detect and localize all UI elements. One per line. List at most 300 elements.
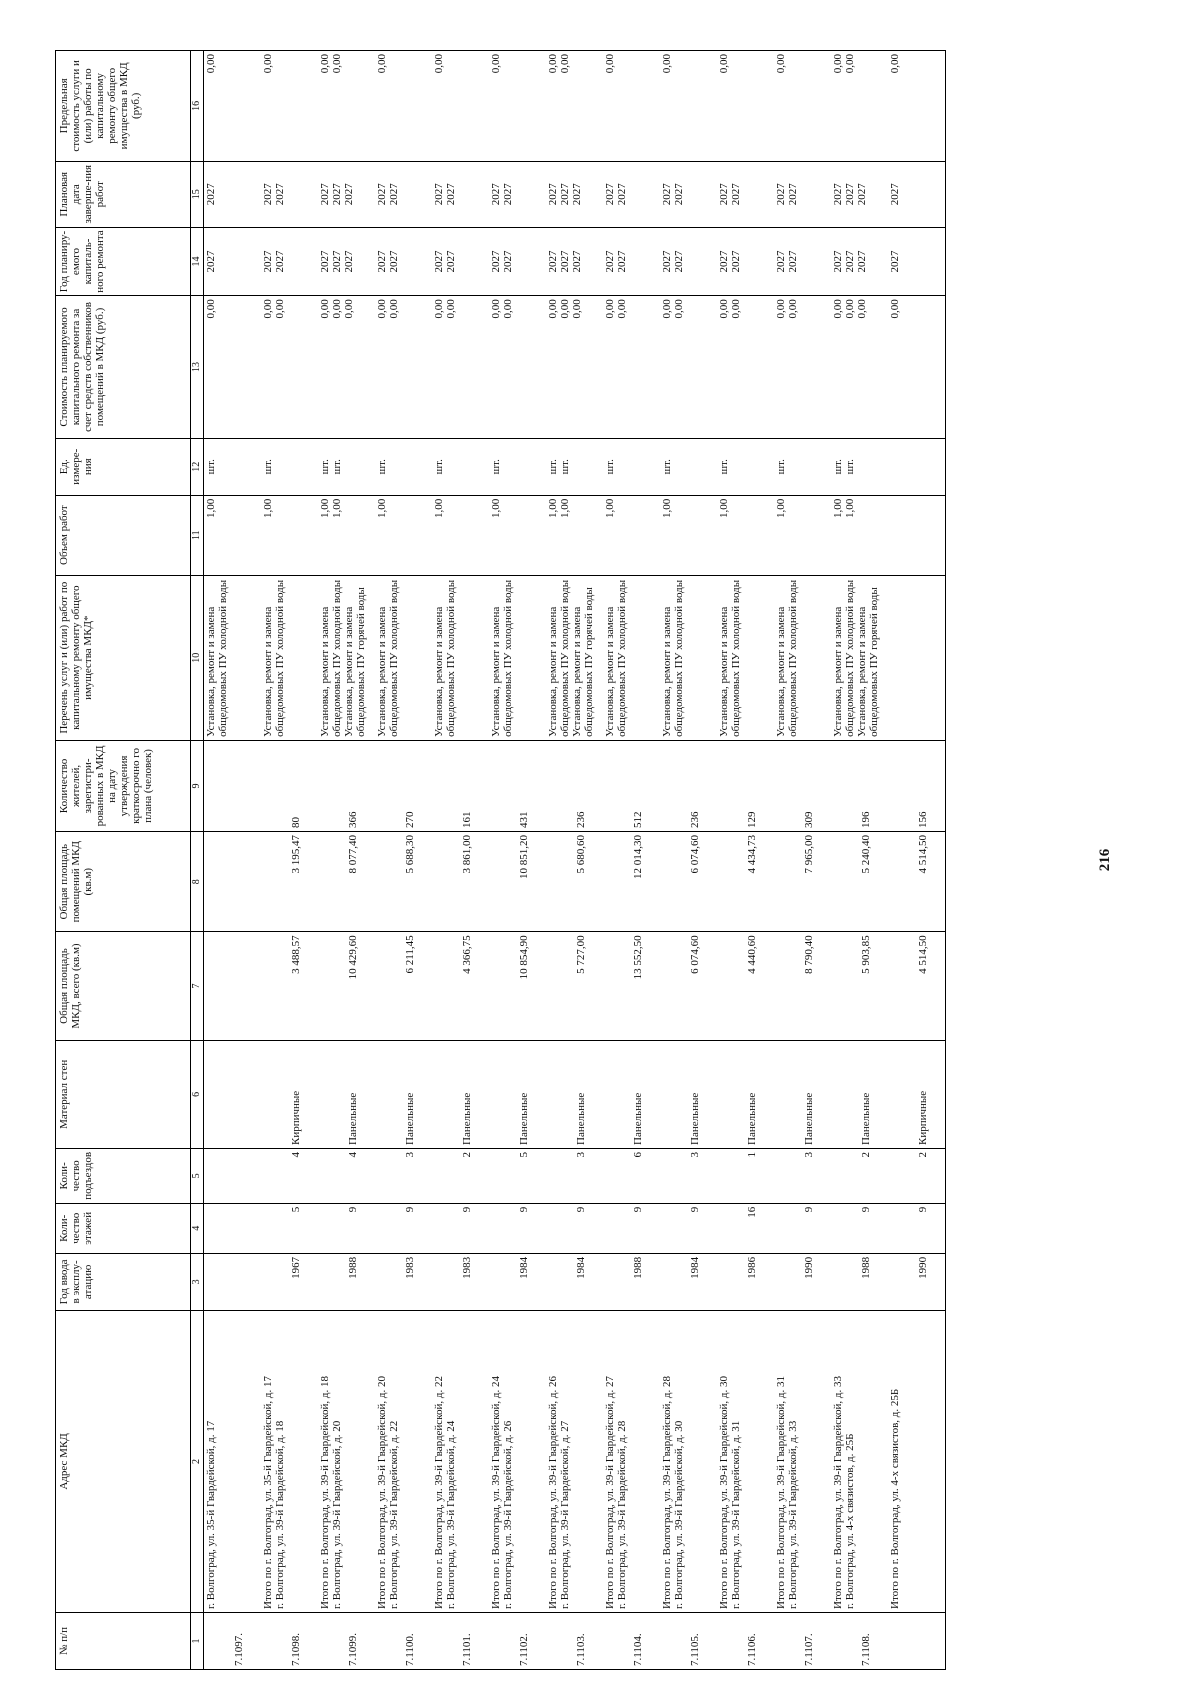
floors-cell (546, 1203, 603, 1253)
total-area: 10 854,90 (518, 935, 530, 980)
limit-cost-cell (204, 51, 262, 162)
residents: 161 (461, 811, 473, 829)
address-cell (489, 1310, 546, 1612)
end-date-cell (546, 161, 603, 227)
column-header-16: Предельная стоимость услуги и (или) работы по капитальному ремонту общего имущества в МКД (руб.) (56, 51, 191, 162)
column-number-9: 9 (191, 740, 204, 831)
total-area: 5 727,00 (575, 935, 587, 974)
entrances-cell (660, 1149, 717, 1204)
cost-cell (318, 296, 375, 439)
residents-cell (888, 740, 946, 831)
unit: шт. (547, 459, 559, 475)
year: 1984 (518, 1256, 530, 1279)
work-item: Установка, ремонт и замена общедомовых ПУ горячей воды (571, 587, 595, 737)
end-date: 2027 (547, 183, 559, 206)
cost-cell (831, 296, 888, 439)
entrances: 6 (632, 1152, 644, 1158)
end-date-cell (375, 161, 432, 227)
floors: 9 (917, 1206, 929, 1213)
repair-year-cell (660, 227, 717, 295)
entrances: 4 (347, 1152, 359, 1158)
repair-year-cell (432, 227, 489, 295)
floors-cell (717, 1203, 774, 1253)
entrances-cell (204, 1149, 262, 1204)
repair-year: 2027 (787, 250, 799, 273)
wall-material-cell (717, 1040, 774, 1148)
volume: 1,00 (559, 498, 571, 518)
end-date: 2027 (490, 183, 502, 206)
page-number: 216 (1097, 848, 1113, 872)
end-date-cell (774, 161, 831, 227)
volume: 1,00 (433, 498, 445, 518)
total-area: 6 211,45 (404, 935, 416, 974)
wall-material-cell (774, 1040, 831, 1148)
cost-cell (888, 296, 946, 439)
rotated-table-area (55, 50, 1150, 1670)
total-area: 3 488,57 (290, 935, 302, 974)
wall-material: Панельные (689, 1092, 701, 1145)
unit: шт. (559, 459, 571, 475)
column-header-12: Ед. измере-ния (56, 438, 191, 495)
entrances: 2 (860, 1152, 872, 1158)
premises-area-cell (546, 832, 603, 932)
total-area-cell (660, 932, 717, 1040)
wall-material-cell (432, 1040, 489, 1148)
column-header-5: Коли-чество подъездов (56, 1149, 191, 1204)
end-date-cell (261, 161, 318, 227)
cost-cell (774, 296, 831, 439)
repair-year: 2027 (616, 250, 628, 273)
volume-cell (318, 495, 375, 575)
unit: шт. (832, 459, 844, 475)
cost: 0,00 (433, 299, 445, 319)
address: г. Волгоград, ул. 39-й Гвардейской, д. 28 (616, 1420, 628, 1609)
total-area-cell (375, 932, 432, 1040)
premises-area-cell (489, 832, 546, 932)
repair-year: 2027 (730, 250, 742, 273)
wall-material: Кирпичные (917, 1090, 929, 1145)
column-number-10: 10 (191, 575, 204, 740)
residents-cell (546, 740, 603, 831)
total-area: 4 514,50 (917, 935, 929, 974)
limit-cost-cell (888, 51, 946, 162)
column-number-4: 4 (191, 1203, 204, 1253)
limit-cost: 0,00 (844, 54, 856, 74)
entrances-cell (489, 1149, 546, 1204)
unit: шт. (331, 459, 343, 475)
entrances-cell (774, 1149, 831, 1204)
column-header-4: Коли-чество этажей (56, 1203, 191, 1253)
end-date: 2027 (718, 183, 730, 206)
work-item: Установка, ремонт и замена общедомовых ПУ горячей воды (856, 587, 880, 737)
repair-year: 2027 (559, 250, 571, 273)
wall-material-cell (888, 1040, 946, 1148)
residents: 366 (347, 811, 359, 829)
limit-cost-cell (432, 51, 489, 162)
repair-year-cell (546, 227, 603, 295)
end-date: 2027 (571, 183, 583, 206)
work-list-cell (717, 575, 774, 740)
premises-area: 5 240,40 (860, 835, 872, 874)
column-header-11: Объем работ (56, 495, 191, 575)
cost: 0,00 (331, 299, 343, 319)
column-number-12: 12 (191, 438, 204, 495)
residents-cell (375, 740, 432, 831)
entrances-cell (717, 1149, 774, 1204)
end-date: 2027 (376, 183, 388, 206)
total-area-cell (261, 932, 318, 1040)
entrances: 3 (689, 1152, 701, 1158)
total-area-cell (432, 932, 489, 1040)
entrances: 4 (290, 1152, 302, 1158)
table-row (546, 51, 603, 1670)
end-date: 2027 (673, 183, 685, 206)
repair-year-cell (717, 227, 774, 295)
volume: 1,00 (490, 498, 502, 518)
total-area-cell (318, 932, 375, 1040)
cost: 0,00 (571, 299, 583, 319)
cost: 0,00 (616, 299, 628, 319)
address-cell (660, 1310, 717, 1612)
unit: шт. (844, 459, 856, 475)
cost-cell (489, 296, 546, 439)
cost: 0,00 (388, 299, 400, 319)
year-cell (831, 1253, 888, 1310)
repair-year: 2027 (832, 250, 844, 273)
cost: 0,00 (343, 299, 355, 319)
residents: 512 (632, 811, 644, 829)
volume: 1,00 (661, 498, 673, 518)
end-date-cell (888, 161, 946, 227)
work-item: Установка, ремонт и замена общедомовых ПУ холодной воды (832, 579, 856, 737)
end-date: 2027 (832, 183, 844, 206)
premises-area-cell (375, 832, 432, 932)
residents: 309 (803, 811, 815, 829)
wall-material-cell (831, 1040, 888, 1148)
premises-area-cell (831, 832, 888, 932)
year: 1988 (347, 1256, 359, 1279)
capital-repair-table (55, 50, 946, 1670)
entrances-cell (546, 1149, 603, 1204)
limit-cost: 0,00 (604, 54, 616, 74)
year-cell (603, 1253, 660, 1310)
floors: 9 (689, 1206, 701, 1213)
address: г. Волгоград, ул. 39-й Гвардейской, д. 18 (274, 1420, 286, 1609)
limit-cost: 0,00 (775, 54, 787, 74)
repair-year: 2027 (388, 250, 400, 273)
column-header-14: Год планиру-емого капиталь-ного ремонта (56, 227, 191, 295)
wall-material: Панельные (632, 1092, 644, 1145)
column-header-10: Перечень услуг и (или) работ по капитальному ремонту общего имущества МКД* (56, 575, 191, 740)
wall-material-cell (489, 1040, 546, 1148)
wall-material: Панельные (746, 1092, 758, 1145)
wall-material: Панельные (803, 1092, 815, 1145)
unit-cell (888, 438, 946, 495)
entrances: 3 (803, 1152, 815, 1158)
total-label: Итого по г. Волгоград, ул. 39-й Гвардейской, д. 20 (376, 1376, 388, 1609)
wall-material: Панельные (860, 1092, 872, 1145)
year: 1990 (803, 1256, 815, 1279)
end-date: 2027 (559, 183, 571, 206)
row-number-cell (888, 1613, 946, 1670)
column-number-11: 11 (191, 495, 204, 575)
column-header-6: Материал стен (56, 1040, 191, 1148)
volume: 1,00 (547, 498, 559, 518)
year: 1984 (575, 1256, 587, 1279)
column-header-3: Год ввода в эксплу-атацию (56, 1253, 191, 1310)
year-cell (318, 1253, 375, 1310)
limit-cost: 0,00 (490, 54, 502, 74)
total-area-cell (831, 932, 888, 1040)
table-row (603, 51, 660, 1670)
cost: 0,00 (205, 299, 217, 319)
volume: 1,00 (319, 498, 331, 518)
volume-cell (888, 495, 946, 575)
residents-cell (603, 740, 660, 831)
limit-cost: 0,00 (718, 54, 730, 74)
premises-area: 12 014,30 (632, 835, 644, 880)
limit-cost-cell (717, 51, 774, 162)
unit-cell (318, 438, 375, 495)
total-label: Итого по г. Волгоград, ул. 4-х связистов, д. 25Б (889, 1388, 901, 1609)
limit-cost-cell (318, 51, 375, 162)
premises-area-cell (603, 832, 660, 932)
total-area-cell (603, 932, 660, 1040)
cost: 0,00 (844, 299, 856, 319)
limit-cost: 0,00 (205, 54, 217, 74)
column-number-2: 2 (191, 1310, 204, 1612)
row-number-cell (603, 1613, 660, 1670)
row-number-cell (261, 1613, 318, 1670)
premises-area-cell (204, 832, 262, 932)
cost: 0,00 (604, 299, 616, 319)
unit-cell (489, 438, 546, 495)
volume: 1,00 (262, 498, 274, 518)
repair-year: 2027 (547, 250, 559, 273)
end-date: 2027 (331, 183, 343, 206)
end-date-cell (603, 161, 660, 227)
row-number: 7.1097. (233, 1633, 245, 1666)
row-number: 7.1102. (518, 1633, 530, 1666)
column-header-13: Стоимость планируемого капитального ремонта за счет средств собственников помещений в МКД (руб.) (56, 296, 191, 439)
total-area-cell (888, 932, 946, 1040)
end-date: 2027 (787, 183, 799, 206)
unit-cell (603, 438, 660, 495)
work-list-cell (831, 575, 888, 740)
repair-year: 2027 (274, 250, 286, 273)
limit-cost-cell (603, 51, 660, 162)
address-cell (261, 1310, 318, 1612)
cost: 0,00 (787, 299, 799, 319)
floors-cell (204, 1203, 262, 1253)
residents-cell (660, 740, 717, 831)
total-area: 8 790,40 (803, 935, 815, 974)
end-date: 2027 (844, 183, 856, 206)
floors: 16 (746, 1206, 758, 1218)
year-cell (717, 1253, 774, 1310)
wall-material: Панельные (404, 1092, 416, 1145)
end-date: 2027 (856, 183, 868, 206)
year: 1983 (404, 1256, 416, 1279)
repair-year: 2027 (331, 250, 343, 273)
end-date: 2027 (262, 183, 274, 206)
address: г. Волгоград, ул. 39-й Гвардейской, д. 33 (787, 1420, 799, 1609)
limit-cost-cell (375, 51, 432, 162)
repair-year: 2027 (490, 250, 502, 273)
total-area-cell (489, 932, 546, 1040)
repair-year: 2027 (775, 250, 787, 273)
entrances-cell (375, 1149, 432, 1204)
cost: 0,00 (445, 299, 457, 319)
work-list-cell (603, 575, 660, 740)
residents: 196 (860, 811, 872, 829)
row-number-cell (774, 1613, 831, 1670)
repair-year: 2027 (445, 250, 457, 273)
repair-year: 2027 (889, 250, 901, 273)
floors: 9 (518, 1206, 530, 1213)
row-number-cell (831, 1613, 888, 1670)
cost-cell (261, 296, 318, 439)
year-cell (489, 1253, 546, 1310)
repair-year-cell (318, 227, 375, 295)
volume-cell (660, 495, 717, 575)
unit: шт. (718, 459, 730, 475)
row-number: 7.1104. (632, 1633, 644, 1666)
floors-cell (774, 1203, 831, 1253)
limit-cost: 0,00 (433, 54, 445, 74)
floors-cell (603, 1203, 660, 1253)
premises-area-cell (888, 832, 946, 932)
floors-cell (432, 1203, 489, 1253)
table-row (375, 51, 432, 1670)
volume: 1,00 (604, 498, 616, 518)
floors-cell (831, 1203, 888, 1253)
work-list-cell (489, 575, 546, 740)
limit-cost-cell (831, 51, 888, 162)
work-item: Установка, ремонт и замена общедомовых ПУ холодной воды (205, 579, 229, 737)
repair-year: 2027 (433, 250, 445, 273)
wall-material-cell (261, 1040, 318, 1148)
unit: шт. (490, 459, 502, 475)
unit-cell (717, 438, 774, 495)
table-row (888, 51, 946, 1670)
cost-cell (375, 296, 432, 439)
cost: 0,00 (673, 299, 685, 319)
end-date: 2027 (319, 183, 331, 206)
limit-cost-cell (546, 51, 603, 162)
column-number-15: 15 (191, 161, 204, 227)
repair-year: 2027 (571, 250, 583, 273)
entrances: 3 (575, 1152, 587, 1158)
wall-material-cell (204, 1040, 262, 1148)
row-number: 7.1107. (803, 1633, 815, 1666)
total-label: Итого по г. Волгоград, ул. 39-й Гвардейской, д. 27 (604, 1376, 616, 1609)
work-list-cell (546, 575, 603, 740)
wall-material: Кирпичные (290, 1090, 302, 1145)
volume: 1,00 (376, 498, 388, 518)
wall-material: Панельные (518, 1092, 530, 1145)
work-list-cell (261, 575, 318, 740)
residents: 156 (917, 811, 929, 829)
table-row (717, 51, 774, 1670)
table-row (318, 51, 375, 1670)
cost-cell (603, 296, 660, 439)
total-label: Итого по г. Волгоград, ул. 39-й Гвардейской, д. 28 (661, 1376, 673, 1609)
row-number-cell (318, 1613, 375, 1670)
year-cell (204, 1253, 262, 1310)
volume-cell (831, 495, 888, 575)
cost: 0,00 (502, 299, 514, 319)
year: 1988 (632, 1256, 644, 1279)
cost-cell (546, 296, 603, 439)
work-item: Установка, ремонт и замена общедомовых ПУ холодной воды (433, 579, 457, 737)
row-number-cell (546, 1613, 603, 1670)
premises-area-cell (318, 832, 375, 932)
residents-cell (261, 740, 318, 831)
work-list-cell (774, 575, 831, 740)
entrances: 1 (746, 1152, 758, 1158)
row-number-cell (432, 1613, 489, 1670)
residents: 129 (746, 811, 758, 829)
row-number: 7.1108. (860, 1633, 872, 1666)
cost: 0,00 (490, 299, 502, 319)
total-label: Итого по г. Волгоград, ул. 39-й Гвардейской, д. 24 (490, 1376, 502, 1609)
entrances-cell (318, 1149, 375, 1204)
year: 1984 (689, 1256, 701, 1279)
volume: 1,00 (832, 498, 844, 518)
row-number: 7.1099. (347, 1633, 359, 1666)
unit-cell (831, 438, 888, 495)
repair-year-cell (603, 227, 660, 295)
column-number-3: 3 (191, 1253, 204, 1310)
unit: шт. (205, 459, 217, 475)
repair-year-cell (375, 227, 432, 295)
end-date-cell (717, 161, 774, 227)
volume-cell (432, 495, 489, 575)
volume: 1,00 (331, 498, 343, 518)
repair-year: 2027 (604, 250, 616, 273)
limit-cost: 0,00 (331, 54, 343, 74)
entrances-cell (261, 1149, 318, 1204)
table-row (660, 51, 717, 1670)
limit-cost: 0,00 (547, 54, 559, 74)
column-number-5: 5 (191, 1149, 204, 1204)
limit-cost: 0,00 (559, 54, 571, 74)
premises-area: 3 195,47 (290, 835, 302, 874)
cost: 0,00 (274, 299, 286, 319)
row-number-cell (375, 1613, 432, 1670)
cost: 0,00 (889, 299, 901, 319)
volume-cell (603, 495, 660, 575)
end-date-cell (831, 161, 888, 227)
header-row (56, 51, 191, 1670)
column-number-13: 13 (191, 296, 204, 439)
column-header-9: Количество жителей, зарегистри-рованных в МКД на дату утверждения краткосрочно го плана (человек) (56, 740, 191, 831)
end-date: 2027 (616, 183, 628, 206)
premises-area: 4 434,73 (746, 835, 758, 874)
residents-cell (717, 740, 774, 831)
unit: шт. (661, 459, 673, 475)
unit: шт. (376, 459, 388, 475)
address-cell (318, 1310, 375, 1612)
address: г. Волгоград, ул. 39-й Гвардейской, д. 30 (673, 1420, 685, 1609)
address-cell (375, 1310, 432, 1612)
row-number-cell (660, 1613, 717, 1670)
row-number-cell (489, 1613, 546, 1670)
year-cell (660, 1253, 717, 1310)
row-number-cell (717, 1613, 774, 1670)
address: г. Волгоград, ул. 39-й Гвардейской, д. 27 (559, 1420, 571, 1609)
